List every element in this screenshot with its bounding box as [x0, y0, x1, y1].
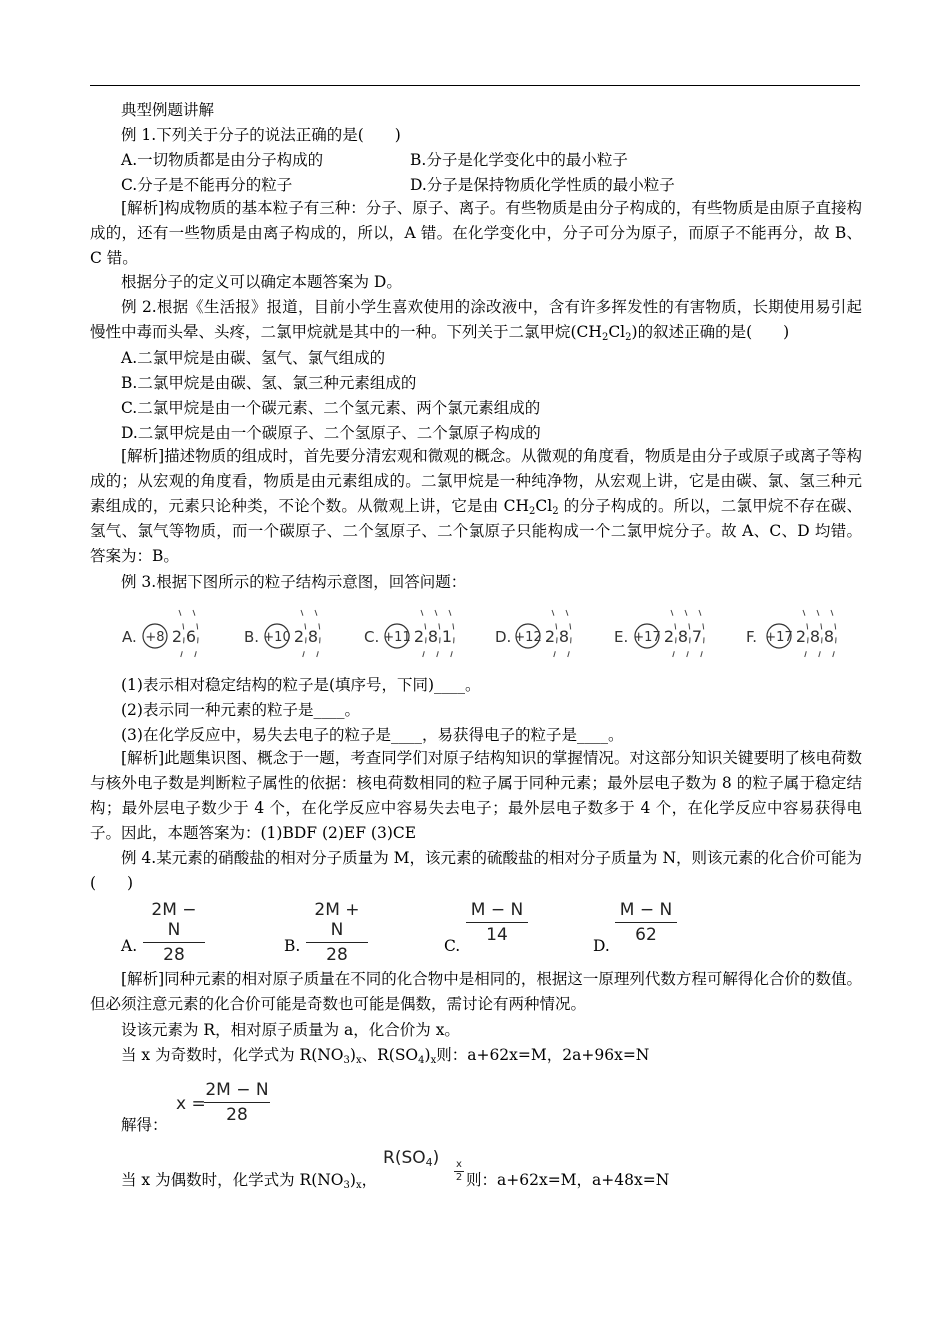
electron-count: 8 [677, 627, 689, 646]
q4-stem: 例 4.某元素的硝酸盐的相对分子质量为 M，该元素的硫酸盐的相对分子质量为 N，则该元素的化合价可能为( ) [90, 849, 863, 892]
header-rule [90, 85, 860, 86]
electron-count: 1 [441, 627, 453, 646]
q3-stem: 例 3.根据下图所示的粒子结构示意图，回答问题： [121, 573, 467, 591]
q1-option-d: D.分子是保持物质化学性质的最小粒子 [410, 176, 675, 194]
q4-option-label: A. [121, 937, 138, 955]
electron-count: 2 [413, 627, 425, 646]
even-formula: $R(SO_4)$ [383, 1148, 440, 1169]
atom-a [120, 600, 226, 664]
atom-label: E. [614, 628, 629, 646]
atom-svg [362, 600, 482, 664]
atom-d [493, 600, 599, 664]
q4-option-label: C. [444, 937, 461, 955]
q3-part1: (1)表示相对稳定结构的粒子是(填序号，下同)____。 [121, 676, 481, 694]
atom-label: A. [122, 628, 137, 646]
q4-option-fraction [466, 900, 528, 945]
q2-option-d: D.二氯甲烷是由一个碳原子、二个氢原子、二个氯原子构成的 [121, 424, 541, 442]
q3-analysis: [解析]此题集识图、概念于一题，考查同学们对原子结构知识的掌握情况。对这部分知识关键要明了核电荷数与核外电子数是判断粒子属性的依据：核电荷数相同的粒子属于同种元素；最外层电子数为 8 的粒子属于稳定结构；最外层电子数少于 4 个，在化学反应中容易失去电子；最外层电子数多于 4 个，在化学反应中容易获得电子。因此，本题答案为：(1)BDF (2)EF (3)CE [90, 749, 862, 842]
atom-f [744, 600, 864, 664]
atom-svg [120, 600, 226, 664]
q4-option-fraction [306, 900, 368, 965]
q3-part2: (2)表示同一种元素的粒子是____。 [121, 701, 360, 719]
q4-even-case: 当 x 为偶数时，化学式为 $R(NO_3)_x$， [121, 1171, 378, 1191]
solve-label: 解得： [121, 1116, 168, 1134]
q4-option-label: B. [284, 937, 301, 955]
q1-answer: 根据分子的定义可以确定本题答案为 D。 [121, 273, 402, 291]
electron-count: 8 [809, 627, 821, 646]
fraction-numerator: M − N [470, 900, 524, 920]
nucleus-charge: +12 [514, 630, 542, 645]
section-heading: 典型例题讲解 [121, 101, 215, 119]
q2-analysis: [解析]描述物质的组成时，首先要分清宏观和微观的概念。从微观的角度看，物质是由分子或原子或离子等构成的；从宏观的角度看，物质是由元素组成的。二氯甲烷是一种纯净物，从宏观上讲，它是由碳、氯、氢三种元素组成的，元素只论种类，不论个数。从微观上讲，它是由 $CH_2Cl_2$ 的分子构成的。所以，二氯甲烷不存在碳、氢气、氯气等物质，而一个碳原子、二个氢原子、二个氯原子只能构成一个二氯甲烷分子。故 A、C、D 均错。答案为：B。 [90, 447, 862, 565]
q4-even-equations: 则：a+62x=M，a+48x=N [466, 1171, 670, 1189]
q2-stem: 例 2.根据《生活报》报道，目前小学生喜欢使用的涂改液中，含有许多挥发性的有害物质，长期使用易引起慢性中毒而头晕、头疼，二氯甲烷就是其中的一种。下列关于二氯甲烷$(CH_2Cl_2)$的叙述正确的是( ) [90, 298, 862, 343]
fraction-numerator: 2M + N [314, 900, 360, 940]
nucleus-charge: +8 [145, 630, 165, 645]
solve-numerator: 2M − N [205, 1080, 269, 1100]
electron-count: 2 [171, 627, 183, 646]
atom-c [362, 600, 482, 664]
fraction-numerator: M − N [619, 900, 673, 920]
q1-stem: 例 1.下列关于分子的说法正确的是( ) [121, 126, 401, 144]
atom-structure-diagram [120, 600, 860, 664]
nucleus-charge: +17 [633, 630, 661, 645]
fraction-numerator: 2M − N [151, 900, 197, 940]
fraction-denominator: 28 [326, 945, 348, 965]
q4-option-fraction [615, 900, 677, 945]
fraction-denominator: 14 [486, 925, 508, 945]
solve-denominator: 28 [226, 1105, 248, 1125]
nucleus-charge: +10 [263, 630, 291, 645]
q1-option-c: C.分子是不能再分的粒子 [121, 176, 293, 194]
nucleus-charge: +11 [383, 630, 411, 645]
atom-e [612, 600, 732, 664]
nucleus-charge: +17 [765, 630, 793, 645]
electron-count: 7 [691, 627, 703, 646]
electron-count: 8 [823, 627, 835, 646]
q1-option-b: B.分子是化学变化中的最小粒子 [410, 151, 628, 169]
solve-fraction [204, 1080, 270, 1125]
atom-label: C. [364, 628, 380, 646]
q4-setup: 设该元素为 R，相对原子质量为 a，化合价为 x。 [121, 1021, 460, 1039]
atom-label: D. [495, 628, 512, 646]
q1-option-a: A.一切物质都是由分子构成的 [121, 151, 324, 169]
electron-count: 8 [427, 627, 439, 646]
atom-svg [242, 600, 348, 664]
electron-count: 2 [795, 627, 807, 646]
q2-option-b: B.二氯甲烷是由碳、氢、氯三种元素组成的 [121, 374, 417, 392]
electron-count: 8 [307, 627, 319, 646]
electron-count: 8 [558, 627, 570, 646]
even-subscript-fraction: x 2 [455, 1159, 463, 1183]
fraction-denominator: 62 [635, 925, 657, 945]
atom-label: F. [746, 628, 757, 646]
atom-svg [744, 600, 864, 664]
electron-count: 2 [544, 627, 556, 646]
q4-option-label: D. [593, 937, 610, 955]
solve-lhs: x = [176, 1094, 206, 1114]
electron-count: 2 [663, 627, 675, 646]
q4-odd-case: 当 x 为奇数时，化学式为 $R(NO_3)_x$、$R(SO_4)_x$则：a+62x=M，2a+96x=N [121, 1046, 650, 1066]
q3-part3: (3)在化学反应中，易失去电子的粒子是____，易获得电子的粒子是____。 [121, 726, 624, 744]
electron-count: 2 [293, 627, 305, 646]
atom-b [242, 600, 348, 664]
q2-option-c: C.二氯甲烷是由一个碳元素、二个氢元素、两个氯元素组成的 [121, 399, 541, 417]
electron-count: 6 [185, 627, 197, 646]
atom-svg [612, 600, 732, 664]
q4-option-fraction [143, 900, 205, 965]
atom-label: B. [244, 628, 260, 646]
q4-analysis: [解析]同种元素的相对原子质量在不同的化合物中是相同的，根据这一原理列代数方程可解得化合价的数值。但必须注意元素的化合价可能是奇数也可能是偶数，需讨论有两种情况。 [90, 970, 862, 1013]
q1-analysis: [解析]构成物质的基本粒子有三种：分子、原子、离子。有些物质是由分子构成的，有些物质是由原子直接构成的，还有一些物质是由离子构成的，所以，A 错。在化学变化中，分子可分为原子，而原子不能再分，故 B、C 错。 [90, 199, 862, 267]
atom-svg [493, 600, 599, 664]
q2-option-a: A.二氯甲烷是由碳、氢气、氯气组成的 [121, 349, 386, 367]
fraction-denominator: 28 [163, 945, 185, 965]
